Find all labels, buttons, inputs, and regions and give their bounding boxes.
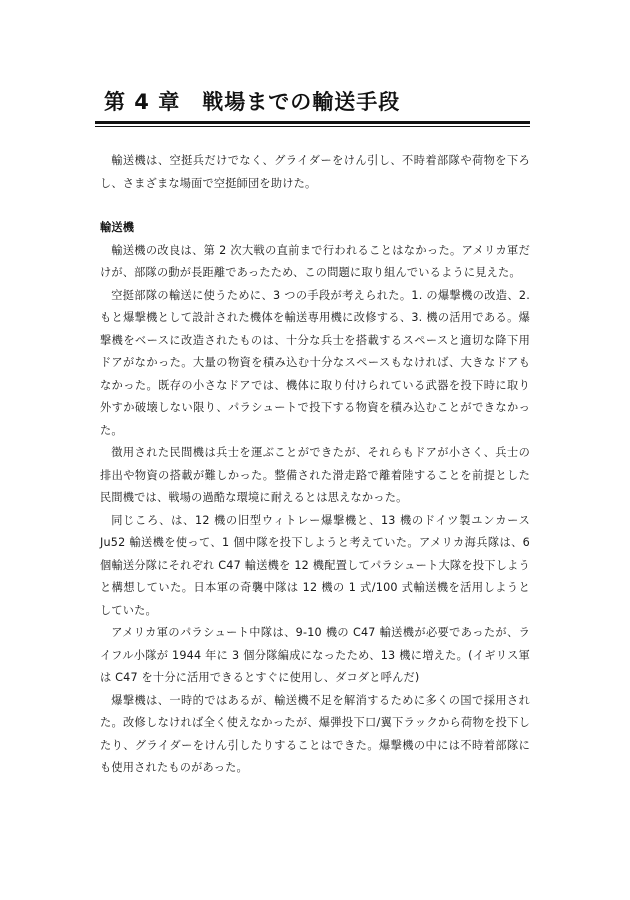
body-paragraph: 同じころ、は、12 機の旧型ウィトレー爆撃機と、13 機のドイツ製ユンカース Ju52 輸送機を使って、1 個中隊を投下しようと考えていた。アメリカ海兵隊は、6 個輸送分隊にそれぞれ C47 輸送機を 12 機配置してパラシュート大隊を投下しようと構想していた。日本軍の奇襲中隊は 12 機の 1 式/100 式輸送機を活用しようとしていた。: [100, 513, 530, 617]
body-paragraph: 徴用された民間機は兵士を運ぶことができたが、それらもドアが小さく、兵士の排出や物資の搭載が難しかった。整備された滑走路で離着陸することを前提とした民間機では、戦場の過酷な環境に耐えるとは思えなかった。: [100, 446, 530, 504]
body-paragraph: 輸送機の改良は、第 2 次大戦の直前まで行われることはなかった。アメリカ軍だけが、部隊の動が長距離であったため、この問題に取り組んでいるように見えた。: [100, 243, 530, 279]
chapter-title: 第 4 章 戦場までの輸送手段: [104, 90, 401, 114]
title-underline-thick: [95, 121, 530, 124]
intro-paragraph: 輸送機は、空挺兵だけでなく、グライダーをけん引し、不時着部隊や荷物を下ろし、さまざまな場面で空挺師団を助けた。: [100, 154, 530, 190]
section-heading: 輸送機: [100, 221, 135, 234]
body-paragraph: 空挺部隊の輸送に使うために、3 つの手段が考えられた。1. の爆撃機の改造、2. もと爆撃機として設計された機体を輸送専用機に改修する、3. 機の活用である。爆撃機をベースに改造されたものは、十分な兵士を搭載するスペースと適切な降下用ドアがなかった。大量の物資を積み込む十分なスペースもなければ、大きなドアもなかった。既存の小さなドアでは、機体に取り付けられている武器を投下時に取り外すか破壊しない限り、パラシュートで投下する物資を積み込むことができなかった。: [100, 288, 530, 437]
body-paragraph: 爆撃機は、一時的ではあるが、輸送機不足を解消するために多くの国で採用された。改修しなければ全く使えなかったが、爆弾投下口/翼下ラックから荷物を投下したり、グライダーをけん引したりすることはできた。爆撃機の中には不時着部隊にも使用されたものがあった。: [100, 693, 530, 774]
title-underline-thin: [95, 126, 530, 127]
document-body: [100, 150, 530, 780]
body-paragraph: アメリカ軍のパラシュート中隊は、9-10 機の C47 輸送機が必要であったが、ライフル小隊が 1944 年に 3 個分隊編成になったため、13 機に増えた。(イギリス軍は C47 を十分に活用できるとすぐに使用し、ダコダと呼んだ): [100, 626, 530, 684]
